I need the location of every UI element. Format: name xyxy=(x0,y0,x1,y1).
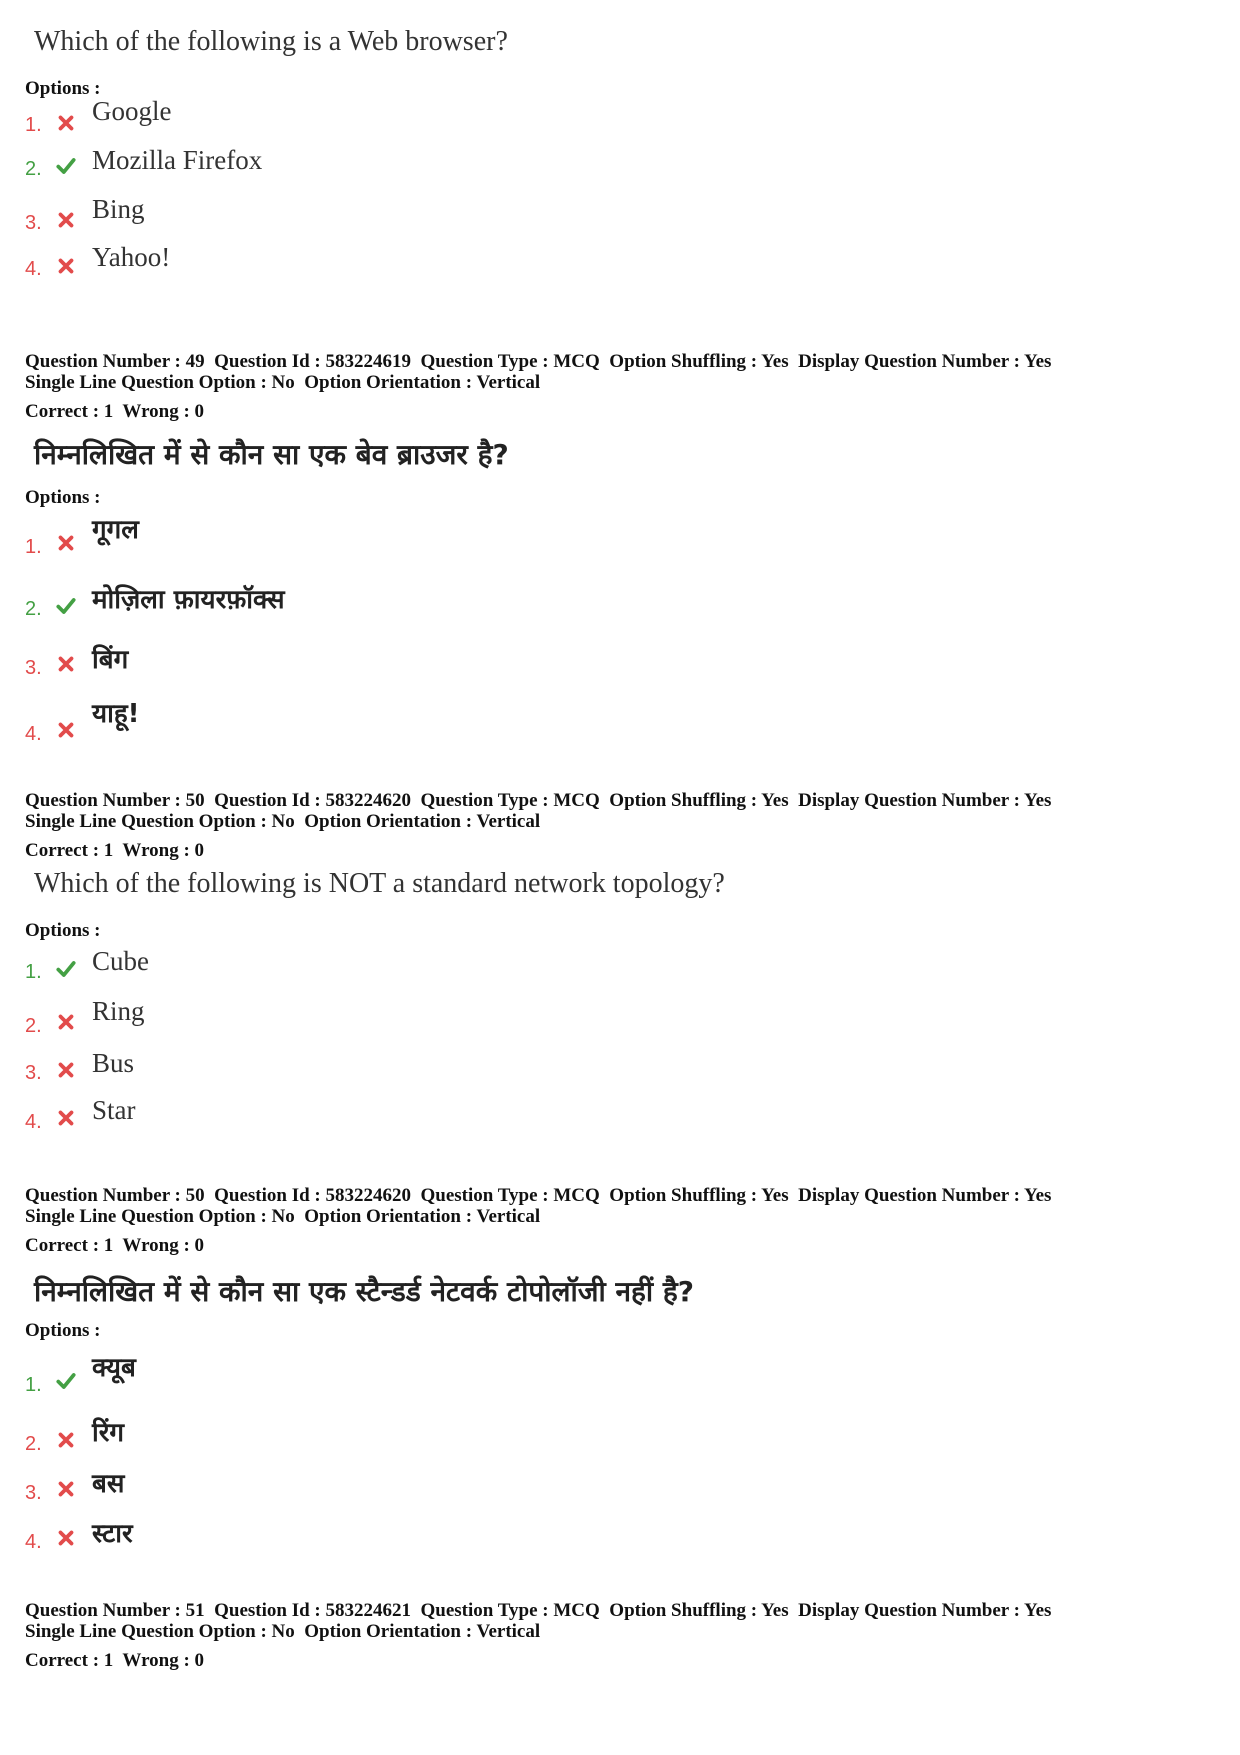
check-icon xyxy=(55,155,77,177)
option-number: 3. xyxy=(25,212,42,234)
option-number: 4. xyxy=(25,723,42,745)
option-number: 2. xyxy=(25,1015,42,1037)
check-icon xyxy=(55,595,77,617)
cross-icon xyxy=(55,1478,77,1500)
check-icon xyxy=(55,1370,77,1392)
question-info-line: Question Number : 49 Question Id : 583224619 Question Type : MCQ Option Shuffling : Yes Display Question Number : Yes xyxy=(25,351,1052,372)
option-number: 2. xyxy=(25,1433,42,1455)
options-label: Options : xyxy=(25,1320,101,1341)
cross-icon xyxy=(55,255,77,277)
option-text: स्टार xyxy=(92,1519,133,1549)
cross-icon xyxy=(55,653,77,675)
option-text: बिंग xyxy=(92,645,129,675)
option-number: 2. xyxy=(25,598,42,620)
question-metadata xyxy=(25,1185,1051,1256)
option-text: Mozilla Firefox xyxy=(92,145,263,175)
question-stem: Which of the following is NOT a standard network topology? xyxy=(34,868,725,899)
question-options-info-line: Single Line Question Option : No Option Orientation : Vertical xyxy=(25,1206,541,1227)
option-row xyxy=(0,1415,400,1455)
option-text: Bing xyxy=(92,194,145,224)
option-row xyxy=(0,1095,400,1139)
option-number: 3. xyxy=(25,1482,42,1504)
option-text: Cube xyxy=(92,946,149,976)
option-row xyxy=(0,145,400,193)
option-row xyxy=(0,1466,400,1506)
cross-icon xyxy=(55,1107,77,1129)
question-info-line: Question Number : 50 Question Id : 583224620 Question Type : MCQ Option Shuffling : Yes Display Question Number : Yes xyxy=(25,1185,1052,1206)
option-row xyxy=(0,996,400,1042)
question-options-info-line: Single Line Question Option : No Option Orientation : Vertical xyxy=(25,811,541,832)
question-stem: निम्नलिखित में से कौन सा एक बेव ब्राउजर है? xyxy=(34,438,509,471)
marks-line: Correct : 1 Wrong : 0 xyxy=(25,1650,205,1671)
cross-icon xyxy=(55,1429,77,1451)
check-icon xyxy=(55,958,77,980)
option-text: Yahoo! xyxy=(92,242,171,272)
cross-icon xyxy=(55,719,77,741)
option-row xyxy=(0,1350,400,1396)
question-metadata xyxy=(25,790,1051,861)
option-row xyxy=(0,242,400,290)
option-text: याहू! xyxy=(92,699,140,729)
cross-icon xyxy=(55,1011,77,1033)
question-info-line: Question Number : 50 Question Id : 583224620 Question Type : MCQ Option Shuffling : Yes Display Question Number : Yes xyxy=(25,790,1052,811)
option-text: बस xyxy=(92,1469,125,1499)
option-row xyxy=(0,580,500,620)
option-number: 4. xyxy=(25,258,42,280)
cross-icon xyxy=(55,112,77,134)
option-row xyxy=(0,698,400,745)
question-options-info-line: Single Line Question Option : No Option Orientation : Vertical xyxy=(25,372,541,393)
option-number: 2. xyxy=(25,158,42,180)
option-row xyxy=(0,946,400,990)
question-options-info-line: Single Line Question Option : No Option Orientation : Vertical xyxy=(25,1621,541,1642)
option-text: क्यूब xyxy=(92,1353,136,1383)
marks-line: Correct : 1 Wrong : 0 xyxy=(25,1235,205,1256)
options-label: Options : xyxy=(25,487,101,508)
option-number: 1. xyxy=(25,114,42,136)
cross-icon xyxy=(55,209,77,231)
option-number: 1. xyxy=(25,1374,42,1396)
option-text: गूगल xyxy=(92,515,139,545)
question-stem: निम्नलिखित में से कौन सा एक स्टैन्डर्ड नेटवर्क टोपोलॉजी नहीं है? xyxy=(34,1275,695,1308)
option-row xyxy=(0,96,400,144)
option-row xyxy=(0,194,400,242)
option-text: मोज़िला फ़ायरफ़ॉक्स xyxy=(92,585,285,615)
option-number: 4. xyxy=(25,1531,42,1553)
option-row xyxy=(0,1048,400,1092)
option-text: Bus xyxy=(92,1048,135,1078)
cross-icon xyxy=(55,1527,77,1549)
options-label: Options : xyxy=(25,920,101,941)
options-label: Options : xyxy=(25,78,101,99)
question-info-line: Question Number : 51 Question Id : 583224621 Question Type : MCQ Option Shuffling : Yes Display Question Number : Yes xyxy=(25,1600,1052,1621)
marks-line: Correct : 1 Wrong : 0 xyxy=(25,401,205,422)
option-text: Google xyxy=(92,96,172,126)
option-number: 4. xyxy=(25,1111,42,1133)
option-row xyxy=(0,1516,400,1556)
option-number: 1. xyxy=(25,961,42,983)
cross-icon xyxy=(55,532,77,554)
option-row xyxy=(0,640,400,680)
cross-icon xyxy=(55,1059,77,1081)
option-number: 3. xyxy=(25,657,42,679)
question-metadata xyxy=(25,351,1051,422)
question-metadata xyxy=(25,1600,1051,1671)
option-number: 1. xyxy=(25,536,42,558)
marks-line: Correct : 1 Wrong : 0 xyxy=(25,840,205,861)
option-text: Star xyxy=(92,1095,136,1125)
option-text: Ring xyxy=(92,996,145,1026)
option-number: 3. xyxy=(25,1062,42,1084)
question-stem: Which of the following is a Web browser? xyxy=(34,26,508,57)
option-row xyxy=(0,514,400,558)
option-text: रिंग xyxy=(92,1418,125,1448)
